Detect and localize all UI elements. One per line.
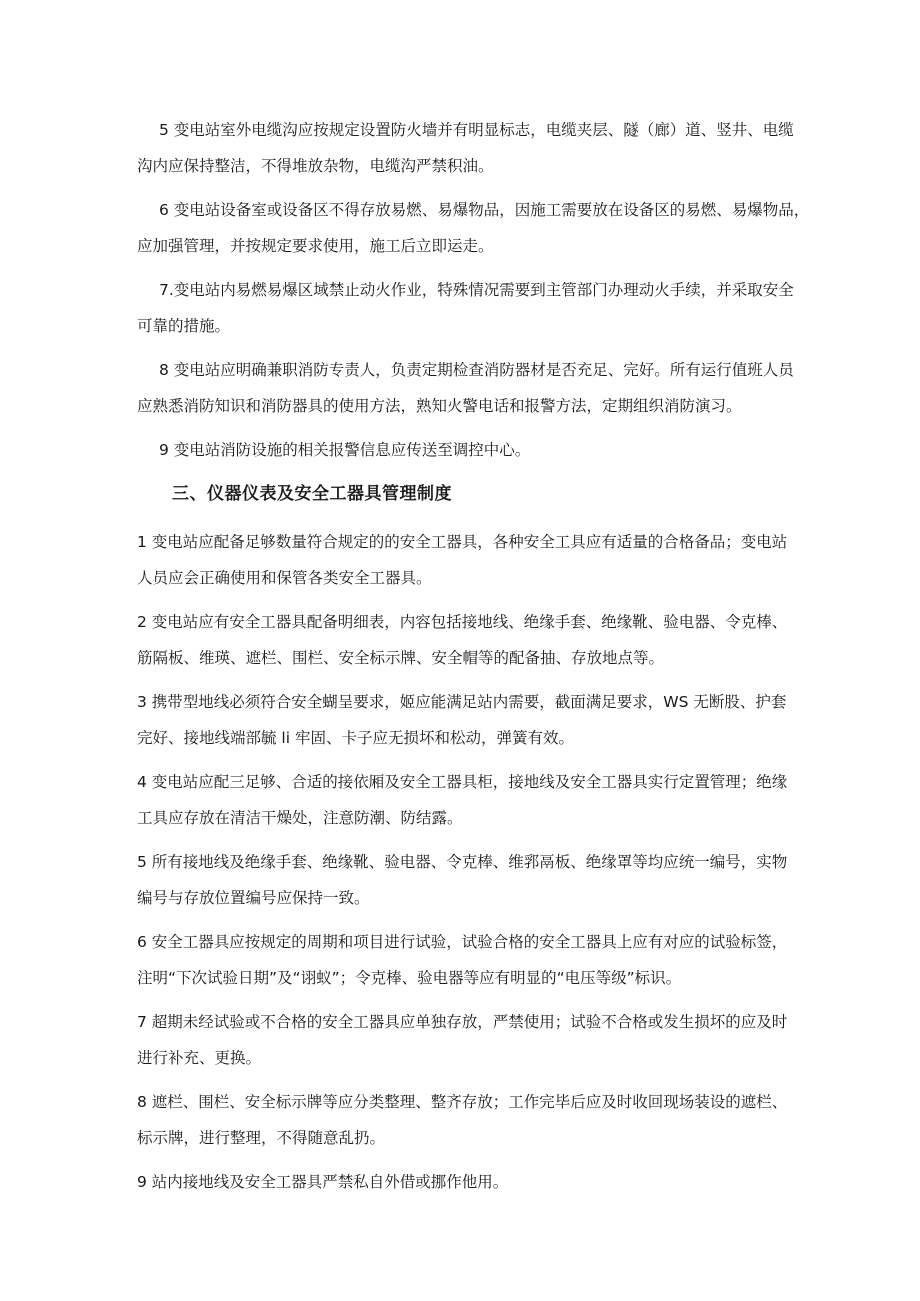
- paragraph-line: 进行补充、更换。: [137, 1049, 262, 1067]
- paragraph-tools-6: [137, 924, 787, 996]
- paragraph-line: 7.变电站内易燃易爆区域禁止动火作业，特殊情况需要到主管部门办理动火手续，并采取安全: [159, 281, 794, 299]
- paragraph-line: 5 所有接地线及绝缘手套、绝缘靴、验电器、令克棒、维郛鬲板、绝缘罩等均应统一编号，实物: [137, 853, 788, 871]
- paragraph-tools-1: [137, 524, 787, 596]
- paragraph-line: 8 遮栏、围栏、安全标示牌等应分类整理、整齐存放；工作完毕后应及时收回现场装设的遮栏、: [137, 1093, 788, 1111]
- paragraph-tools-7: [137, 1004, 787, 1076]
- paragraph-line: 注明“下次试验日期”及“诩蚁”；令克棒、验电器等应有明显的“电压等级”标识。: [137, 969, 682, 987]
- paragraph-line: 编号与存放位置编号应保持一致。: [137, 889, 370, 907]
- paragraph-line: 5 变电站室外电缆沟应按规定设置防火墙并有明显标志，电缆夹层、隧（廊）道、竖井、电缆: [159, 121, 794, 139]
- paragraph-line: 6 变电站设备室或设备区不得存放易燃、易爆物品，因施工需要放在设备区的易燃、易爆物品，: [159, 201, 810, 219]
- paragraph-line: 9 变电站消防设施的相关报警信息应传送至调控中心。: [159, 441, 531, 459]
- paragraph-tools-8: [137, 1084, 787, 1156]
- paragraph-tools-5: [137, 844, 787, 916]
- paragraph-line: 可靠的措施。: [137, 317, 231, 335]
- paragraph-fire-6: [137, 192, 810, 264]
- paragraph-line: 应加强管理，并按规定要求使用，施工后立即运走。: [137, 237, 494, 255]
- paragraph-line: 人员应会正确使用和保管各类安全工器具。: [137, 569, 432, 587]
- paragraph-line: 1 变电站应配备足够数量符合规定的的安全工器具，各种安全工具应有适量的合格备品；变电站: [137, 533, 788, 551]
- paragraph-line: 2 变电站应有安全工器具配备明细表，内容包括接地线、绝缘手套、绝缘靴、验电器、令克棒、: [137, 613, 788, 631]
- paragraph-fire-8: [137, 352, 794, 424]
- paragraph-tools-2: [137, 604, 787, 676]
- paragraph-line: 沟内应保持整洁，不得堆放杂物，电缆沟严禁积油。: [137, 157, 494, 175]
- paragraph-line: 3 携带型地线必须符合安全蝴呈要求，姬应能满足站内需要，截面满足要求，WS 无断股、护套: [137, 693, 787, 711]
- paragraph-tools-4: [137, 764, 787, 836]
- paragraph-line: 4 变电站应配三足够、合适的接依厢及安全工器具柜，接地线及安全工器具实行定置管理；绝缘: [137, 773, 788, 791]
- paragraph-line: 标示牌，进行整理，不得随意乱扔。: [137, 1129, 386, 1147]
- paragraph-line: 8 变电站应明确兼职消防专责人，负责定期检查消防器材是否充足、完好。所有运行值班人员: [159, 361, 794, 379]
- section-heading: 三、仪器仪表及安全工器具管理制度: [172, 484, 452, 504]
- paragraph-fire-7: [137, 272, 794, 344]
- paragraph-line: 筋隔板、维瑛、遮栏、围栏、安全标示牌、安全帽等的配备抽、存放地点等。: [137, 649, 665, 667]
- paragraph-line: 工具应存放在清洁干燥处，注意防潮、防结露。: [137, 809, 463, 827]
- paragraph-line: 6 安全工器具应按规定的周期和项目进行试验，试验合格的安全工器具上应有对应的试验标签，: [137, 933, 788, 951]
- paragraph-line: 7 超期未经试验或不合格的安全工器具应单独存放，严禁使用；试验不合格或发生损坏的应及时: [137, 1013, 788, 1031]
- paragraph-fire-5: [137, 112, 794, 184]
- paragraph-line: 完好、接地线端部毓 li 牢固、卡子应无损坏和松动，弹簧有效。: [137, 729, 574, 747]
- paragraph-line: 应熟悉消防知识和消防器具的使用方法，熟知火警电话和报警方法，定期组织消防演习。: [137, 397, 742, 415]
- paragraph-tools-9: [137, 1164, 787, 1200]
- paragraph-line: 9 站内接地线及安全工器具严禁私自外借或挪作他用。: [137, 1173, 509, 1191]
- paragraph-tools-3: [137, 684, 787, 756]
- paragraph-fire-9: [137, 432, 787, 468]
